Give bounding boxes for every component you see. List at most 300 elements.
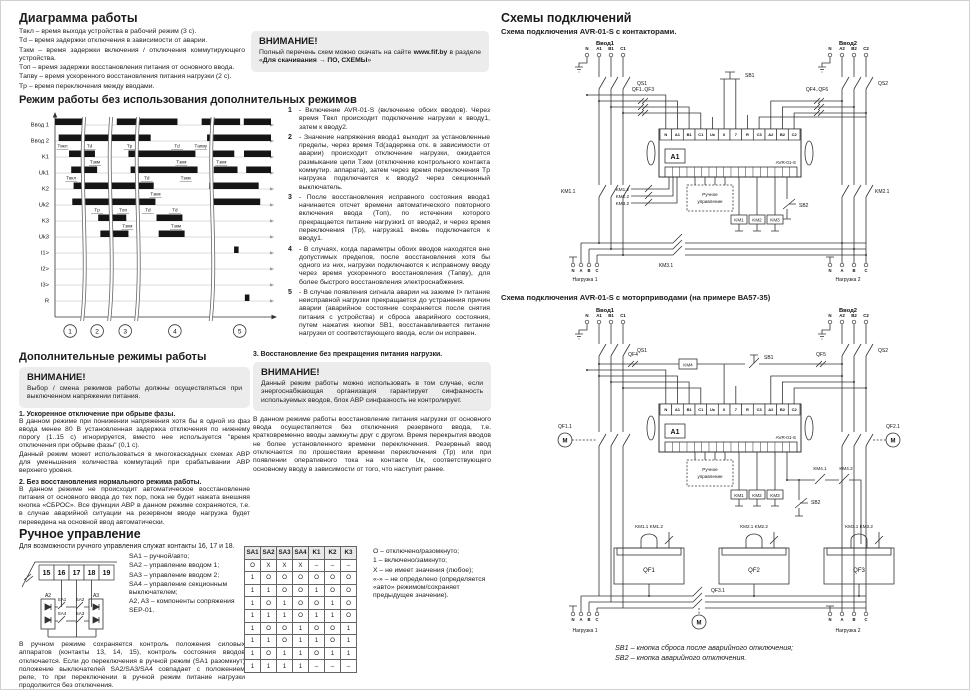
svg-text:A: A bbox=[579, 268, 583, 273]
km4-coil-label: KM4 bbox=[683, 362, 693, 368]
table-cell: 1 bbox=[309, 584, 325, 597]
table-cell: О bbox=[293, 584, 309, 597]
table-row bbox=[245, 609, 357, 622]
qf3-block-label: QF3 bbox=[853, 568, 865, 574]
manual-terminal-strip bbox=[39, 565, 114, 580]
list-item: SA4 – управление секционным выключателем; bbox=[129, 580, 228, 597]
scheme2-wires bbox=[558, 324, 900, 629]
table-cell: 1 bbox=[325, 609, 341, 622]
table-cell: 1 bbox=[277, 660, 293, 673]
table-cell: 1 bbox=[261, 635, 277, 648]
table-cell: О bbox=[293, 609, 309, 622]
svg-text:N: N bbox=[664, 407, 668, 413]
input1-label: Ввод1 bbox=[595, 308, 615, 314]
load2-label: Нагрузка 2 bbox=[835, 628, 861, 634]
svg-text:6: 6 bbox=[723, 407, 726, 413]
point-2: 2 - Значение напряжения ввода1 выходит за установленные пределы, через время Td(задержка отк. в зависимости от аварии) происходит отключение нагрузки, ожидается размыкание цепи Tзкм (отключение контрольного контакта коммутир. аппарата), затем через время переключения Tр нагрузка подключается к вводу2 через секционный выключатель. bbox=[288, 133, 490, 191]
svg-text:Tзкм: Tзкм bbox=[180, 175, 191, 181]
sa4-label: SA4 bbox=[57, 611, 67, 616]
input1-terminals bbox=[585, 313, 626, 324]
list-item: SA3 – управление вводом 2; bbox=[129, 571, 220, 579]
km-pair3-label: KM3.1 KM3.2 bbox=[845, 524, 873, 529]
svg-text:B: B bbox=[587, 617, 591, 622]
svg-text:A1: A1 bbox=[674, 407, 681, 413]
table-cell: 1 bbox=[245, 647, 261, 660]
qf1-1-label: QF1.1 bbox=[558, 424, 572, 430]
svg-text:Tзкм: Tзкм bbox=[216, 159, 227, 165]
table-cell: О bbox=[325, 572, 341, 585]
table-cell: О bbox=[341, 584, 357, 597]
svg-text:Tр: Tр bbox=[94, 207, 100, 213]
km2-coil-label: KM2 bbox=[752, 492, 762, 498]
svg-text:Td: Td bbox=[172, 207, 178, 213]
table-cell: – bbox=[341, 660, 357, 673]
motor-right-icon: M bbox=[890, 438, 896, 445]
scheme-notes bbox=[615, 643, 935, 662]
svg-text:N: N bbox=[571, 268, 575, 273]
svg-text:B2: B2 bbox=[779, 132, 786, 138]
table-header-cell: SA3 bbox=[277, 547, 293, 560]
svg-text:N: N bbox=[828, 313, 832, 318]
table-row bbox=[245, 572, 357, 585]
table-cell: – bbox=[309, 559, 325, 572]
mode3-body: В данном режиме работы восстановление питания нагрузки от основного ввода осуществляется без отключения резервного ввода, т.е. кратковременно вводы замкнуты друг с другом. Время перекрытия вводов не более установленного времени переключения. Резервный ввод отключается по прошествии времени переключения (Tр) или при появлении оперативного тока на контакте Uк, соответствующего основному вводу в зависимости от того, что наступит ранее. bbox=[253, 415, 491, 473]
svg-text:B1: B1 bbox=[686, 407, 692, 413]
svg-text:A1: A1 bbox=[596, 313, 602, 318]
list-item: Х – не имеет значения (любое); bbox=[373, 566, 474, 574]
svg-text:C2: C2 bbox=[791, 132, 797, 138]
svg-text:3: 3 bbox=[123, 328, 128, 336]
svg-text:C3: C3 bbox=[756, 132, 762, 138]
svg-text:A: A bbox=[840, 268, 844, 273]
qf4-label: QF4 bbox=[628, 352, 638, 358]
table-cell: – bbox=[309, 660, 325, 673]
table-cell: 1 bbox=[277, 647, 293, 660]
additional-modes-title: Дополнительные режимы работы bbox=[19, 351, 207, 363]
table-header-cell: SA4 bbox=[293, 547, 309, 560]
svg-text:N: N bbox=[828, 617, 832, 622]
sb1-label: SB1 bbox=[764, 355, 774, 361]
qs2-label: QS2 bbox=[878, 348, 889, 354]
mode3-title: 3. Восстановление без прекращения питания нагрузки. bbox=[253, 351, 443, 358]
scheme2-motordrives bbox=[499, 304, 961, 636]
table-cell: 1 bbox=[293, 622, 309, 635]
a1-label: A1 bbox=[670, 429, 680, 436]
svg-text:N: N bbox=[585, 46, 589, 51]
list-item: «-» – не определено (определяется «авто» режимом/сохраняет предыдущее значение). bbox=[373, 575, 486, 600]
table-cell: 1 bbox=[325, 647, 341, 660]
diagram-section-title: Диаграмма работы bbox=[19, 11, 138, 25]
svg-text:A1: A1 bbox=[596, 46, 602, 51]
schemes-title: Схемы подключений bbox=[501, 11, 632, 25]
svg-text:C1: C1 bbox=[698, 132, 704, 138]
table-cell: 1 bbox=[309, 609, 325, 622]
table-cell: О bbox=[309, 622, 325, 635]
table-legend bbox=[373, 548, 491, 602]
device-terminal-strip bbox=[660, 404, 800, 415]
table-cell: 1 bbox=[261, 609, 277, 622]
table-cell: – bbox=[325, 660, 341, 673]
device-terminal-strip bbox=[660, 129, 800, 140]
timing-diagram bbox=[15, 107, 285, 345]
svg-text:Uk2: Uk2 bbox=[38, 202, 49, 209]
scheme1-junctions bbox=[586, 94, 867, 256]
svg-text:N: N bbox=[828, 268, 832, 273]
svg-text:Tапву: Tапву bbox=[194, 143, 208, 149]
load2-terminals bbox=[828, 263, 868, 273]
table-row bbox=[245, 559, 357, 572]
table-cell: О bbox=[325, 584, 341, 597]
manual-box-line2: управление bbox=[697, 199, 723, 204]
point-3: 3 - После восстановления исправного состояния ввода1 начинается отсчет времени автоматического повторного включения ввода (Tоп), по истечении которого прекращается питание нагрузки1 от ввода2, и через время переключения (Tр), нагрузка1 вновь подключается к вводу1. bbox=[288, 193, 490, 243]
svg-text:Uk1: Uk1 bbox=[38, 170, 49, 177]
svg-text:I2>: I2> bbox=[40, 266, 49, 273]
mode1-title: 1. Ускоренное отключение при обрыве фазы. bbox=[19, 410, 176, 418]
point-1: 1 - Включение AVR-01-S (включение обоих вводов). Через время Tвкл происходит подключение нагрузки к вводу1, затем к вводу2. bbox=[288, 107, 490, 131]
qf5-label: QF5 bbox=[816, 352, 826, 358]
table-cell: О bbox=[309, 597, 325, 610]
motor-left-icon: M bbox=[562, 438, 568, 445]
scheme1-contactors bbox=[499, 37, 961, 291]
svg-text:19: 19 bbox=[102, 570, 111, 578]
table-cell: О bbox=[341, 572, 357, 585]
svg-text:4: 4 bbox=[173, 328, 177, 336]
svg-text:Tр: Tр bbox=[126, 143, 133, 149]
table-row bbox=[245, 660, 357, 673]
svg-text:B2: B2 bbox=[851, 46, 857, 51]
table-cell: О bbox=[261, 647, 277, 660]
mode1-p1: В данном режиме при понижении напряжения хотя бы в одной из фаз ввода менее 80 В установленная задержка отключения по нижнему порогу (1..15 с) игнорируется, вместо нее используется "время отключения при обрыве фазы" (0,1 с). bbox=[19, 417, 250, 450]
manual-box-line2: управление bbox=[697, 474, 723, 479]
input2-terminals bbox=[828, 313, 869, 324]
table-cell: О bbox=[277, 635, 293, 648]
svg-text:C: C bbox=[595, 268, 599, 273]
sb2-label: SB2 bbox=[811, 500, 821, 506]
svg-text:Uк: Uк bbox=[710, 407, 715, 413]
device-bottom-ticks bbox=[672, 442, 789, 452]
table-cell: 1 bbox=[341, 635, 357, 648]
svg-text:C3: C3 bbox=[756, 407, 762, 413]
svg-text:K1: K1 bbox=[41, 154, 49, 161]
table-cell: 1 bbox=[245, 572, 261, 585]
table-cell: О bbox=[261, 597, 277, 610]
table-cell: О bbox=[261, 622, 277, 635]
table-cell: – bbox=[325, 559, 341, 572]
svg-text:A2: A2 bbox=[839, 313, 845, 318]
table-cell: 1 bbox=[341, 647, 357, 660]
svg-text:R: R bbox=[746, 407, 749, 413]
table-cell: 1 bbox=[245, 622, 261, 635]
svg-text:Td: Td bbox=[145, 207, 151, 213]
svg-text:6: 6 bbox=[723, 132, 726, 138]
svg-text:A: A bbox=[579, 617, 583, 622]
svg-text:B: B bbox=[587, 268, 591, 273]
svg-text:A1: A1 bbox=[674, 132, 681, 138]
svg-text:N: N bbox=[585, 313, 589, 318]
km3-coil-label: KM3 bbox=[770, 492, 780, 498]
input2-label: Ввод2 bbox=[838, 41, 858, 47]
table-header-cell: K3 bbox=[341, 547, 357, 560]
svg-text:7: 7 bbox=[734, 407, 737, 413]
qf46-label: QF4..QF6 bbox=[805, 87, 829, 93]
load1-label: Нагрузка 1 bbox=[572, 277, 598, 283]
device-bottom-ticks bbox=[672, 167, 789, 177]
svg-text:N: N bbox=[571, 617, 575, 622]
table-header-cell: SA2 bbox=[261, 547, 277, 560]
table-header-cell: K1 bbox=[309, 547, 325, 560]
timing-definitions bbox=[19, 28, 245, 92]
list-item: О – отключено/разомкнуто; bbox=[373, 548, 460, 555]
svg-text:C1: C1 bbox=[620, 46, 626, 51]
warning-download-box bbox=[251, 31, 489, 72]
additional-modes-section bbox=[19, 351, 250, 527]
svg-text:A2: A2 bbox=[839, 46, 845, 51]
table-cell: О bbox=[309, 647, 325, 660]
table-header-cell: SA1 bbox=[245, 547, 261, 560]
svg-text:B1: B1 bbox=[686, 132, 692, 138]
svg-text:B2: B2 bbox=[779, 407, 786, 413]
svg-text:A2: A2 bbox=[768, 132, 774, 138]
km1-2-label: KM1.2 bbox=[615, 187, 629, 192]
svg-text:Uк: Uк bbox=[710, 132, 715, 138]
svg-text:Tвкл: Tвкл bbox=[66, 175, 77, 181]
svg-text:Tзкм: Tзкм bbox=[176, 159, 187, 165]
qs2-label: QS2 bbox=[878, 81, 889, 87]
table-row bbox=[245, 597, 357, 610]
scheme2-junctions bbox=[586, 363, 867, 597]
table-cell: Х bbox=[293, 559, 309, 572]
scheme1-subtitle: Схема подключения AVR-01-S с контакторами. bbox=[501, 27, 677, 36]
list-item: Tвкл – время выхода устройства в рабочий режим (3 с). bbox=[19, 28, 197, 35]
svg-text:C: C bbox=[864, 268, 868, 273]
svg-text:18: 18 bbox=[87, 570, 96, 578]
manual-box-line1: Ручное bbox=[702, 192, 718, 197]
input2-terminals bbox=[828, 46, 869, 57]
mode2-p: В данном режиме не происходит автоматическое восстановление питания от основного ввода до тех пор, пока не будет нажата внешняя кнопка «СБРОС». Все функции АВР в данном режиме сохраняются, т.е. в случае аварийной ситуации на резервном вводе нагрузка будет переведена на основной ввод автоматически. bbox=[19, 485, 250, 526]
svg-text:R: R bbox=[746, 132, 749, 138]
a1-label: A1 bbox=[670, 154, 680, 161]
table-cell: 1 bbox=[245, 597, 261, 610]
svg-text:C2: C2 bbox=[863, 313, 869, 318]
manual-box-line1: Ручное bbox=[702, 467, 718, 472]
table-cell: 1 bbox=[277, 597, 293, 610]
svg-text:Td: Td bbox=[144, 175, 150, 181]
list-item: SB2 – кнопка аварийного отключения. bbox=[615, 652, 747, 662]
table-cell: О bbox=[261, 572, 277, 585]
point-5: 5 - В случае появления сигнала аварии на зажиме I> питание неисправной нагрузки прекращается до устранения причин аварии (аварийное состояние сохраняется после снятия питания с устройства) и сброса аварийного состояния, путем нажатия кнопки SB1, восстанавливается питание нагрузки от соответствующего ввода, если он исправен. bbox=[288, 288, 490, 338]
sb1-label: SB1 bbox=[745, 73, 755, 79]
load1-terminals bbox=[571, 612, 599, 622]
km-pair1-label: KM1.1 KM1.2 bbox=[635, 524, 663, 529]
svg-text:Td: Td bbox=[174, 143, 180, 149]
svg-text:17: 17 bbox=[72, 570, 81, 578]
table-cell: 1 bbox=[293, 635, 309, 648]
svg-text:C: C bbox=[864, 617, 868, 622]
table-cell: О bbox=[277, 572, 293, 585]
qf3-1-label: QF3.1 bbox=[711, 588, 725, 594]
svg-text:C1: C1 bbox=[620, 313, 626, 318]
svg-text:K2: K2 bbox=[41, 186, 49, 193]
a2-label: A2 bbox=[44, 593, 52, 599]
site-link: www.fif.by bbox=[413, 49, 448, 56]
svg-text:C2: C2 bbox=[791, 407, 797, 413]
km4-1-label: KM4.1 bbox=[813, 466, 827, 471]
qs1-label: QS1 bbox=[637, 81, 648, 87]
table-cell: О bbox=[245, 559, 261, 572]
svg-text:N: N bbox=[828, 46, 832, 51]
km2-1-label: KM2.1 bbox=[875, 189, 890, 195]
warning-modes-box: ВНИМАНИЕ! Выбор / смена режимов работы должны осуществляться при выключенном напряжении питания. bbox=[19, 367, 250, 408]
input2-label: Ввод2 bbox=[838, 308, 858, 314]
table-row bbox=[245, 584, 357, 597]
motor-section-icon: M bbox=[696, 620, 702, 627]
load1-terminals bbox=[571, 263, 599, 273]
list-item: SA1 – ручной/авто; bbox=[129, 553, 190, 560]
svg-text:Tзкм: Tзкм bbox=[122, 223, 133, 229]
mode3-section bbox=[253, 351, 491, 474]
mode2-title: 2. Без восстановления нормального режима работы. bbox=[19, 478, 202, 486]
table-cell: 1 bbox=[277, 609, 293, 622]
table-cell: О bbox=[309, 572, 325, 585]
manual-control-body: В ручном режиме сохраняется контроль положения силовых аппаратов (контакты 13, 14, 15), контроль состояния вводов отключается. Если до переключения в ручной режим (SA1 разомкнут) положение выключателей SA2/SA3/SA4 совпадает с положением реле, то при переключении в ручной режим питание нагрузки продолжится без отключения. bbox=[19, 641, 245, 690]
work-mode-title: Режим работы без использования дополнительных режимов bbox=[19, 94, 357, 106]
sa2-label: SA2 bbox=[75, 597, 85, 602]
svg-text:I3>: I3> bbox=[40, 282, 49, 289]
svg-text:16: 16 bbox=[57, 570, 66, 578]
list-item: SB1 – кнопка сброса после аварийного отключения; bbox=[615, 643, 794, 652]
table-cell: 1 bbox=[293, 660, 309, 673]
table-cell: Х bbox=[277, 559, 293, 572]
warning-title: ВНИМАНИЕ! bbox=[259, 36, 318, 47]
km1-1-label: KM1.1 bbox=[561, 189, 576, 195]
km3-2-label: KM3.2 bbox=[615, 201, 629, 206]
km-pair2-label: KM2.1 KM2.2 bbox=[740, 524, 768, 529]
svg-text:2: 2 bbox=[95, 328, 99, 336]
scheme2-subtitle: Схема подключения AVR-01-S с моторприводами (на примере ВА57-35) bbox=[501, 293, 771, 302]
a3-label: A3 bbox=[92, 593, 100, 599]
svg-text:C2: C2 bbox=[863, 46, 869, 51]
table-cell: 1 bbox=[325, 597, 341, 610]
table-header-cell: K2 bbox=[325, 547, 341, 560]
input1-label: Ввод1 bbox=[595, 41, 615, 47]
svg-text:B: B bbox=[852, 617, 856, 622]
manual-control-legend bbox=[129, 553, 246, 616]
svg-text:Uk3: Uk3 bbox=[38, 234, 49, 241]
svg-text:A2: A2 bbox=[768, 407, 774, 413]
table-cell: 1 bbox=[245, 660, 261, 673]
km1-coil-label: KM1 bbox=[734, 492, 744, 498]
sb2-label: SB2 bbox=[799, 203, 809, 209]
qs1-label: QS1 bbox=[637, 348, 648, 354]
table-cell: О bbox=[325, 635, 341, 648]
mode1-p2: Данный режим может использоваться в многокаскадных схемах АВР для уменьшения количества коммутаций при срабатывании АВР верхнего уровня. bbox=[19, 450, 250, 475]
table-cell: 1 bbox=[245, 609, 261, 622]
device-label: AVR-01-S bbox=[775, 160, 796, 165]
km3-1-label: KM3.1 bbox=[658, 263, 674, 269]
load1-label: Нагрузка 1 bbox=[572, 628, 598, 634]
table-cell: 1 bbox=[245, 584, 261, 597]
list-item: Tр – время переключения между вводами. bbox=[19, 82, 155, 90]
work-mode-points bbox=[288, 107, 490, 341]
point-4: 4 - В случаях, когда параметры обоих вводов находятся вне допустимых пределов, после восстановления хотя бы одного из них, нагрузки подключаются к исправному вводу через время ускоренного восстановления (Tапву), для более быстрого восстановления электроснабжения. bbox=[288, 245, 490, 286]
table-row bbox=[245, 647, 357, 660]
svg-text:N: N bbox=[664, 132, 668, 138]
svg-text:B1: B1 bbox=[608, 46, 614, 51]
km1-coil-label: KM1 bbox=[734, 217, 744, 223]
list-item: Tоп – время задержки восстановления питания от основного ввода. bbox=[19, 64, 235, 72]
table-cell: 1 bbox=[309, 635, 325, 648]
qf13-label: QF1..QF3 bbox=[631, 87, 655, 93]
table-cell: 1 bbox=[341, 622, 357, 635]
table-cell: 1 bbox=[245, 635, 261, 648]
svg-text:A: A bbox=[840, 617, 844, 622]
km3-coil-label: KM3 bbox=[770, 217, 780, 223]
svg-text:R: R bbox=[44, 298, 49, 305]
svg-text:K3: K3 bbox=[41, 218, 49, 225]
svg-text:B: B bbox=[852, 268, 856, 273]
manual-control-schematic bbox=[19, 553, 125, 641]
svg-text:5: 5 bbox=[237, 328, 242, 336]
svg-text:7: 7 bbox=[734, 132, 737, 138]
list-item: Td – время задержки отключения в зависимости от аварии. bbox=[19, 37, 208, 45]
list-item: SA2 – управление вводом 1; bbox=[129, 562, 220, 570]
table-cell: – bbox=[341, 559, 357, 572]
table-cell: 1 bbox=[261, 584, 277, 597]
svg-text:Ввод 2: Ввод 2 bbox=[30, 138, 49, 145]
manual-control-intro: Для возможности ручного управления служат контакты 16, 17 и 18. bbox=[19, 543, 235, 550]
table-cell: 1 bbox=[261, 660, 277, 673]
svg-text:Tвкл: Tвкл bbox=[57, 143, 68, 149]
km4-2-label: KM4.2 bbox=[839, 466, 853, 471]
table-cell: О bbox=[277, 584, 293, 597]
svg-text:I1>: I1> bbox=[40, 250, 49, 257]
svg-text:B1: B1 bbox=[608, 313, 614, 318]
table-cell: О bbox=[341, 597, 357, 610]
qf1-block-label: QF1 bbox=[643, 568, 655, 574]
svg-text:C: C bbox=[595, 617, 599, 622]
table-cell: О bbox=[325, 622, 341, 635]
sa1-label: SA1 bbox=[57, 597, 67, 602]
table-cell: Х bbox=[261, 559, 277, 572]
sa3-label: SA3 bbox=[75, 611, 85, 616]
load2-terminals bbox=[828, 612, 868, 622]
km2-2-label: KM2.2 bbox=[615, 194, 629, 199]
qf2-block-label: QF2 bbox=[748, 568, 760, 574]
list-item: 1 – включено/замкнуто; bbox=[373, 557, 448, 565]
list-item: Tзкм – время задержки включения / отключения коммутирующего устройства. bbox=[19, 46, 245, 62]
svg-text:1: 1 bbox=[68, 328, 72, 336]
load2-label: Нагрузка 2 bbox=[835, 277, 861, 283]
input1-terminals bbox=[585, 46, 626, 57]
km2-coil-label: KM2 bbox=[752, 217, 762, 223]
qf2-1-label: QF2.1 bbox=[886, 424, 900, 430]
svg-text:Tзкм: Tзкм bbox=[170, 223, 182, 229]
list-item: A2, A3 – компоненты сопряжения SEP-01. bbox=[129, 598, 235, 614]
table-cell: О bbox=[277, 622, 293, 635]
svg-text:Tзкм: Tзкм bbox=[89, 159, 101, 165]
table-cell: О bbox=[293, 597, 309, 610]
svg-text:Tзкм: Tзкм bbox=[150, 191, 161, 197]
svg-text:15: 15 bbox=[42, 570, 51, 578]
svg-text:B2: B2 bbox=[851, 313, 857, 318]
warning-text: Полный перечень схем можно скачать на сайте www.fif.by в разделе «Для скачивания → ПО, СХЕМЫ» bbox=[259, 49, 481, 65]
svg-text:Tоп: Tоп bbox=[119, 207, 127, 213]
manual-states-table bbox=[244, 546, 357, 673]
table-cell: О bbox=[341, 609, 357, 622]
table-row bbox=[245, 622, 357, 635]
svg-text:C1: C1 bbox=[698, 407, 704, 413]
warning-mode3-box: ВНИМАНИЕ! Данный режим работы можно использовать в том случае, если энергоснабжающая организация гарантирует синфазность используемых вводов, блок АВР синфазность не контролирует. bbox=[253, 362, 491, 411]
